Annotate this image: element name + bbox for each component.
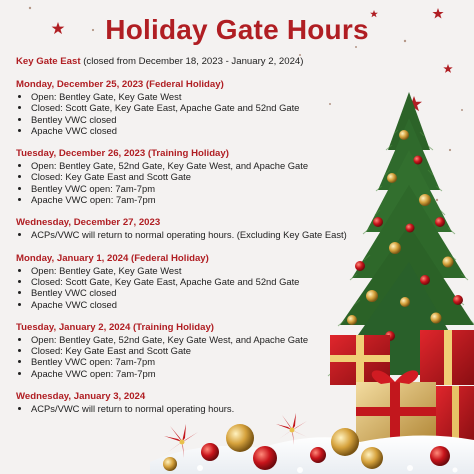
list-item: • Closed: Scott Gate, Key Gate East, Apache Gate and 52nd Gate bbox=[31, 102, 366, 113]
list-item: • Apache VWC open: 7am-7pm bbox=[31, 368, 366, 379]
list-item: • Closed: Scott Gate, Key Gate East, Apache Gate and 52nd Gate bbox=[31, 276, 366, 287]
section-heading: Monday, January 1, 2024 (Federal Holiday) bbox=[16, 252, 209, 264]
page-title: Holiday Gate Hours bbox=[105, 14, 369, 45]
bullet-list bbox=[16, 403, 366, 414]
intro-label: Key Gate East bbox=[16, 56, 81, 67]
list-item: • Open: Bentley Gate, Key Gate West bbox=[31, 91, 366, 102]
schedule-section bbox=[16, 148, 366, 205]
list-item: • Open: Bentley Gate, Key Gate West bbox=[31, 265, 366, 276]
section-heading: Wednesday, December 27, 2023 bbox=[16, 217, 161, 229]
bullet-list bbox=[16, 91, 366, 136]
list-item: • Open: Bentley Gate, 52nd Gate, Key Gate West, and Apache Gate bbox=[31, 160, 366, 171]
schedule-section bbox=[16, 253, 366, 310]
bullet-list bbox=[16, 265, 366, 310]
bullet-list bbox=[16, 334, 366, 379]
intro-text: (closed from December 18, 2023 - January 2, 2024) bbox=[80, 56, 304, 67]
schedule-section bbox=[16, 217, 366, 240]
schedule-section bbox=[16, 322, 366, 379]
section-heading: Tuesday, December 26, 2023 (Training Holiday) bbox=[16, 148, 229, 160]
section-heading: Wednesday, January 3, 2024 bbox=[16, 391, 146, 403]
section-heading: Tuesday, January 2, 2024 (Training Holiday) bbox=[16, 321, 214, 333]
schedule-section bbox=[16, 79, 366, 136]
list-item: • Apache VWC closed bbox=[31, 125, 366, 136]
intro-line bbox=[16, 56, 366, 67]
section-heading: Monday, December 25, 2023 (Federal Holiday) bbox=[16, 79, 224, 90]
list-item: • ACPs/VWC will return to normal operating hours. bbox=[31, 403, 366, 414]
list-item: • Bentley VWC closed bbox=[31, 114, 366, 125]
list-item: • Apache VWC open: 7am-7pm bbox=[31, 194, 366, 205]
list-item: • Apache VWC closed bbox=[31, 299, 366, 310]
schedule-section bbox=[16, 391, 366, 414]
list-item: • Bentley VWC closed bbox=[31, 287, 366, 298]
list-item: • ACPs/VWC will return to normal operating hours. (Excluding Key Gate East) bbox=[31, 229, 366, 240]
gate-hours-content bbox=[16, 56, 366, 426]
list-item: • Bentley VWC open: 7am-7pm bbox=[31, 356, 366, 367]
list-item: • Closed: Key Gate East and Scott Gate bbox=[31, 345, 366, 356]
list-item: • Bentley VWC open: 7am-7pm bbox=[31, 183, 366, 194]
bullet-list bbox=[16, 160, 366, 205]
star-icon bbox=[443, 64, 452, 73]
list-item: • Closed: Key Gate East and Scott Gate bbox=[31, 171, 366, 182]
list-item: • Open: Bentley Gate, 52nd Gate, Key Gate West, and Apache Gate bbox=[31, 334, 366, 345]
bullet-list bbox=[16, 229, 366, 240]
